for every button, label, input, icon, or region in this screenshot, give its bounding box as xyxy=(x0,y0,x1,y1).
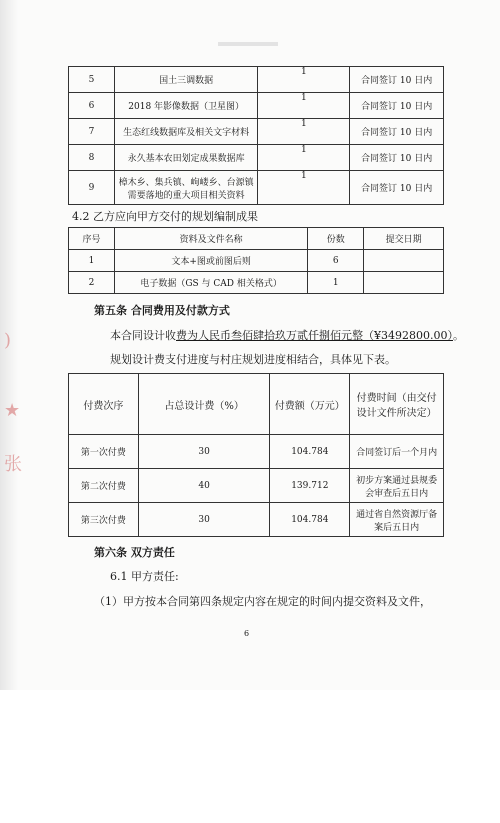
cell-no: 9 xyxy=(69,171,115,205)
table-row xyxy=(69,93,444,119)
cell-name: 2018 年影像数据（卫星图） xyxy=(114,93,258,119)
col-header-qty: 份数 xyxy=(308,228,364,250)
article-5-schedule-line: 规划设计费支付进度与村庄规划进度相结合，具体见下表。 xyxy=(110,353,396,366)
section-6-1-heading: 6.1 甲方责任: xyxy=(110,570,179,583)
cell-name: 生态红线数据库及相关文字材料 xyxy=(114,119,258,145)
cell-no: 6 xyxy=(69,93,115,119)
seal-stamp-fragment: ) ★ 张 xyxy=(4,330,22,475)
cell-qty: 1 xyxy=(258,93,350,119)
cell-time: 合同签订 10 日内 xyxy=(350,145,444,171)
cell-name: 樟木乡、集兵镇、岣嵝乡、台源镇需要落地的重大项目相关资料 xyxy=(114,171,258,205)
col-header-name: 资料及文件名称 xyxy=(114,228,307,250)
section-4-2-heading: 4.2 乙方应向甲方交付的规划编制成果 xyxy=(72,210,258,223)
table-row xyxy=(69,171,444,205)
cell-name: 永久基本农田划定成果数据库 xyxy=(114,145,258,171)
cell-qty: 1 xyxy=(258,145,350,171)
table-row: 1 文本+图或前图后则 6 xyxy=(69,250,444,272)
table-row: 第三次付费 30 104.784 通过省自然资源厅备案后五日内 xyxy=(69,503,444,537)
col-header-date: 提交日期 xyxy=(364,228,444,250)
payment-table xyxy=(68,373,444,537)
materials-table xyxy=(68,66,444,205)
cell-name: 国土三调数据 xyxy=(114,67,258,93)
col-header-pct: 占总设计费（%） xyxy=(138,374,270,435)
cell-no: 5 xyxy=(69,67,115,93)
article-5-fee-line: 本合同设计收费为人民币叁佰肆拾玖万贰仟捌佰元整（¥3492800.00）。 xyxy=(110,329,464,342)
page-number: 6 xyxy=(244,629,250,638)
cell-qty: 1 xyxy=(258,67,350,93)
col-header-no: 序号 xyxy=(69,228,115,250)
cell-no: 8 xyxy=(69,145,115,171)
article-6-item-1: （1）甲方按本合同第四条规定内容在规定的时间内提交资料及文件， xyxy=(94,595,431,608)
table-row xyxy=(69,67,444,93)
header-mark xyxy=(218,42,278,46)
cell-time: 合同签订 10 日内 xyxy=(350,119,444,145)
table-row: 2 电子数据（GS 与 CAD 相关格式） 1 xyxy=(69,272,444,294)
col-header-order: 付费次序 xyxy=(69,374,139,435)
fee-amount: 费为人民币叁佰肆拾玖万贰仟捌佰元整（¥3492800.00） xyxy=(176,329,453,342)
cell-qty: 1 xyxy=(258,119,350,145)
table-row xyxy=(69,145,444,171)
table-row: 第一次付费 30 104.784 合同签订后一个月内 xyxy=(69,435,444,469)
cell-qty: 1 xyxy=(258,171,350,205)
cell-time: 合同签订 10 日内 xyxy=(350,67,444,93)
cell-no: 7 xyxy=(69,119,115,145)
cell-time: 合同签订 10 日内 xyxy=(350,93,444,119)
cell-time: 合同签订 10 日内 xyxy=(350,171,444,205)
table-row xyxy=(69,119,444,145)
col-header-time: 付费时间（由交付设计文件所决定） xyxy=(350,374,444,435)
article-6-title: 第六条 双方责任 xyxy=(94,546,175,559)
table-row: 第二次付费 40 139.712 初步方案通过县规委会审查后五日内 xyxy=(69,469,444,503)
col-header-amount: 付费额（万元） xyxy=(270,374,350,435)
deliverables-table xyxy=(68,227,444,294)
article-5-title: 第五条 合同费用及付款方式 xyxy=(94,304,230,317)
